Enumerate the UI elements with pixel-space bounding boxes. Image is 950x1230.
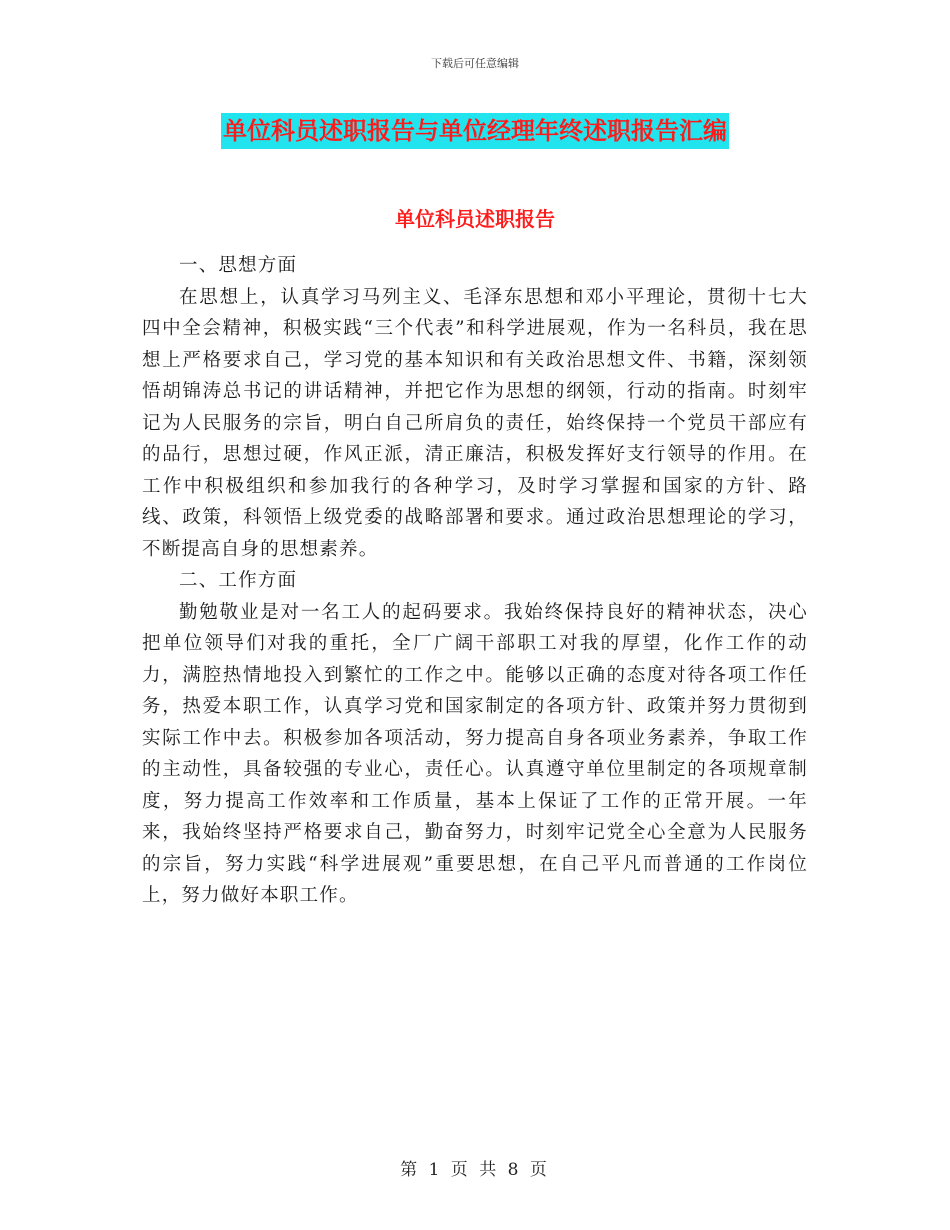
paragraph-work: 勤勉敬业是对一名工人的起码要求。我始终保持良好的精神状态，决心把单位领导们对我的重托，全厂广阔干部职工对我的厚望，化作工作的动力，满腔热情地投入到繁忙的工作之中。能够以正确的态度对待各项工作任务，热爱本职工作，认真学习党和国家制定的各项方针、政策并努力贯彻到实际工作中去。积极参加各项活动，努力提高自身各项业务素养，争取工作的主动性，具备较强的专业心，责任心。认真遵守单位里制定的各项规章制度，努力提高工作效率和工作质量，基本上保证了工作的正常开展。一年来，我始终坚持严格要求自己，勤奋努力，时刻牢记党全心全意为人民服务的宗旨，努力实践“科学进展观”重要思想，在自己平凡而普通的工作岗位上，努力做好本职工作。 xyxy=(142,601,808,906)
document-title: 单位科员述职报告与单位经理年终述职报告汇编 xyxy=(221,113,729,149)
paragraph-heading-work: 二、工作方面 xyxy=(179,570,298,591)
body-text xyxy=(142,250,808,912)
main-title-container xyxy=(0,113,950,149)
section-title: 单位科员述职报告 xyxy=(395,207,555,231)
header-note: 下载后可任意编辑 xyxy=(431,57,519,70)
paragraph-thought: 在思想上，认真学习马列主义、毛泽东思想和邓小平理论，贯彻十七大四中全会精神，积极实践“三个代表”和科学进展观，作为一名科员，我在思想上严格要求自己，学习党的基本知识和有关政治思想文件、书籍，深刻领悟胡锦涛总书记的讲话精神，并把它作为思想的纲领，行动的指南。时刻牢记为人民服务的宗旨，明白自己所肩负的责任，始终保持一个党员干部应有的品行，思想过硬，作风正派，清正廉洁，积极发挥好支行领导的作用。在工作中积极组织和参加我行的各种学习，及时学习掌握和国家的方针、路线、政策，科领悟上级党委的战略部署和要求。通过政治思想理论的学习，不断提高自身的思想素养。 xyxy=(142,286,808,560)
page-number-footer: 第 1 页 共 8 页 xyxy=(400,1160,550,1180)
paragraph-heading-thought: 一、思想方面 xyxy=(179,255,298,276)
